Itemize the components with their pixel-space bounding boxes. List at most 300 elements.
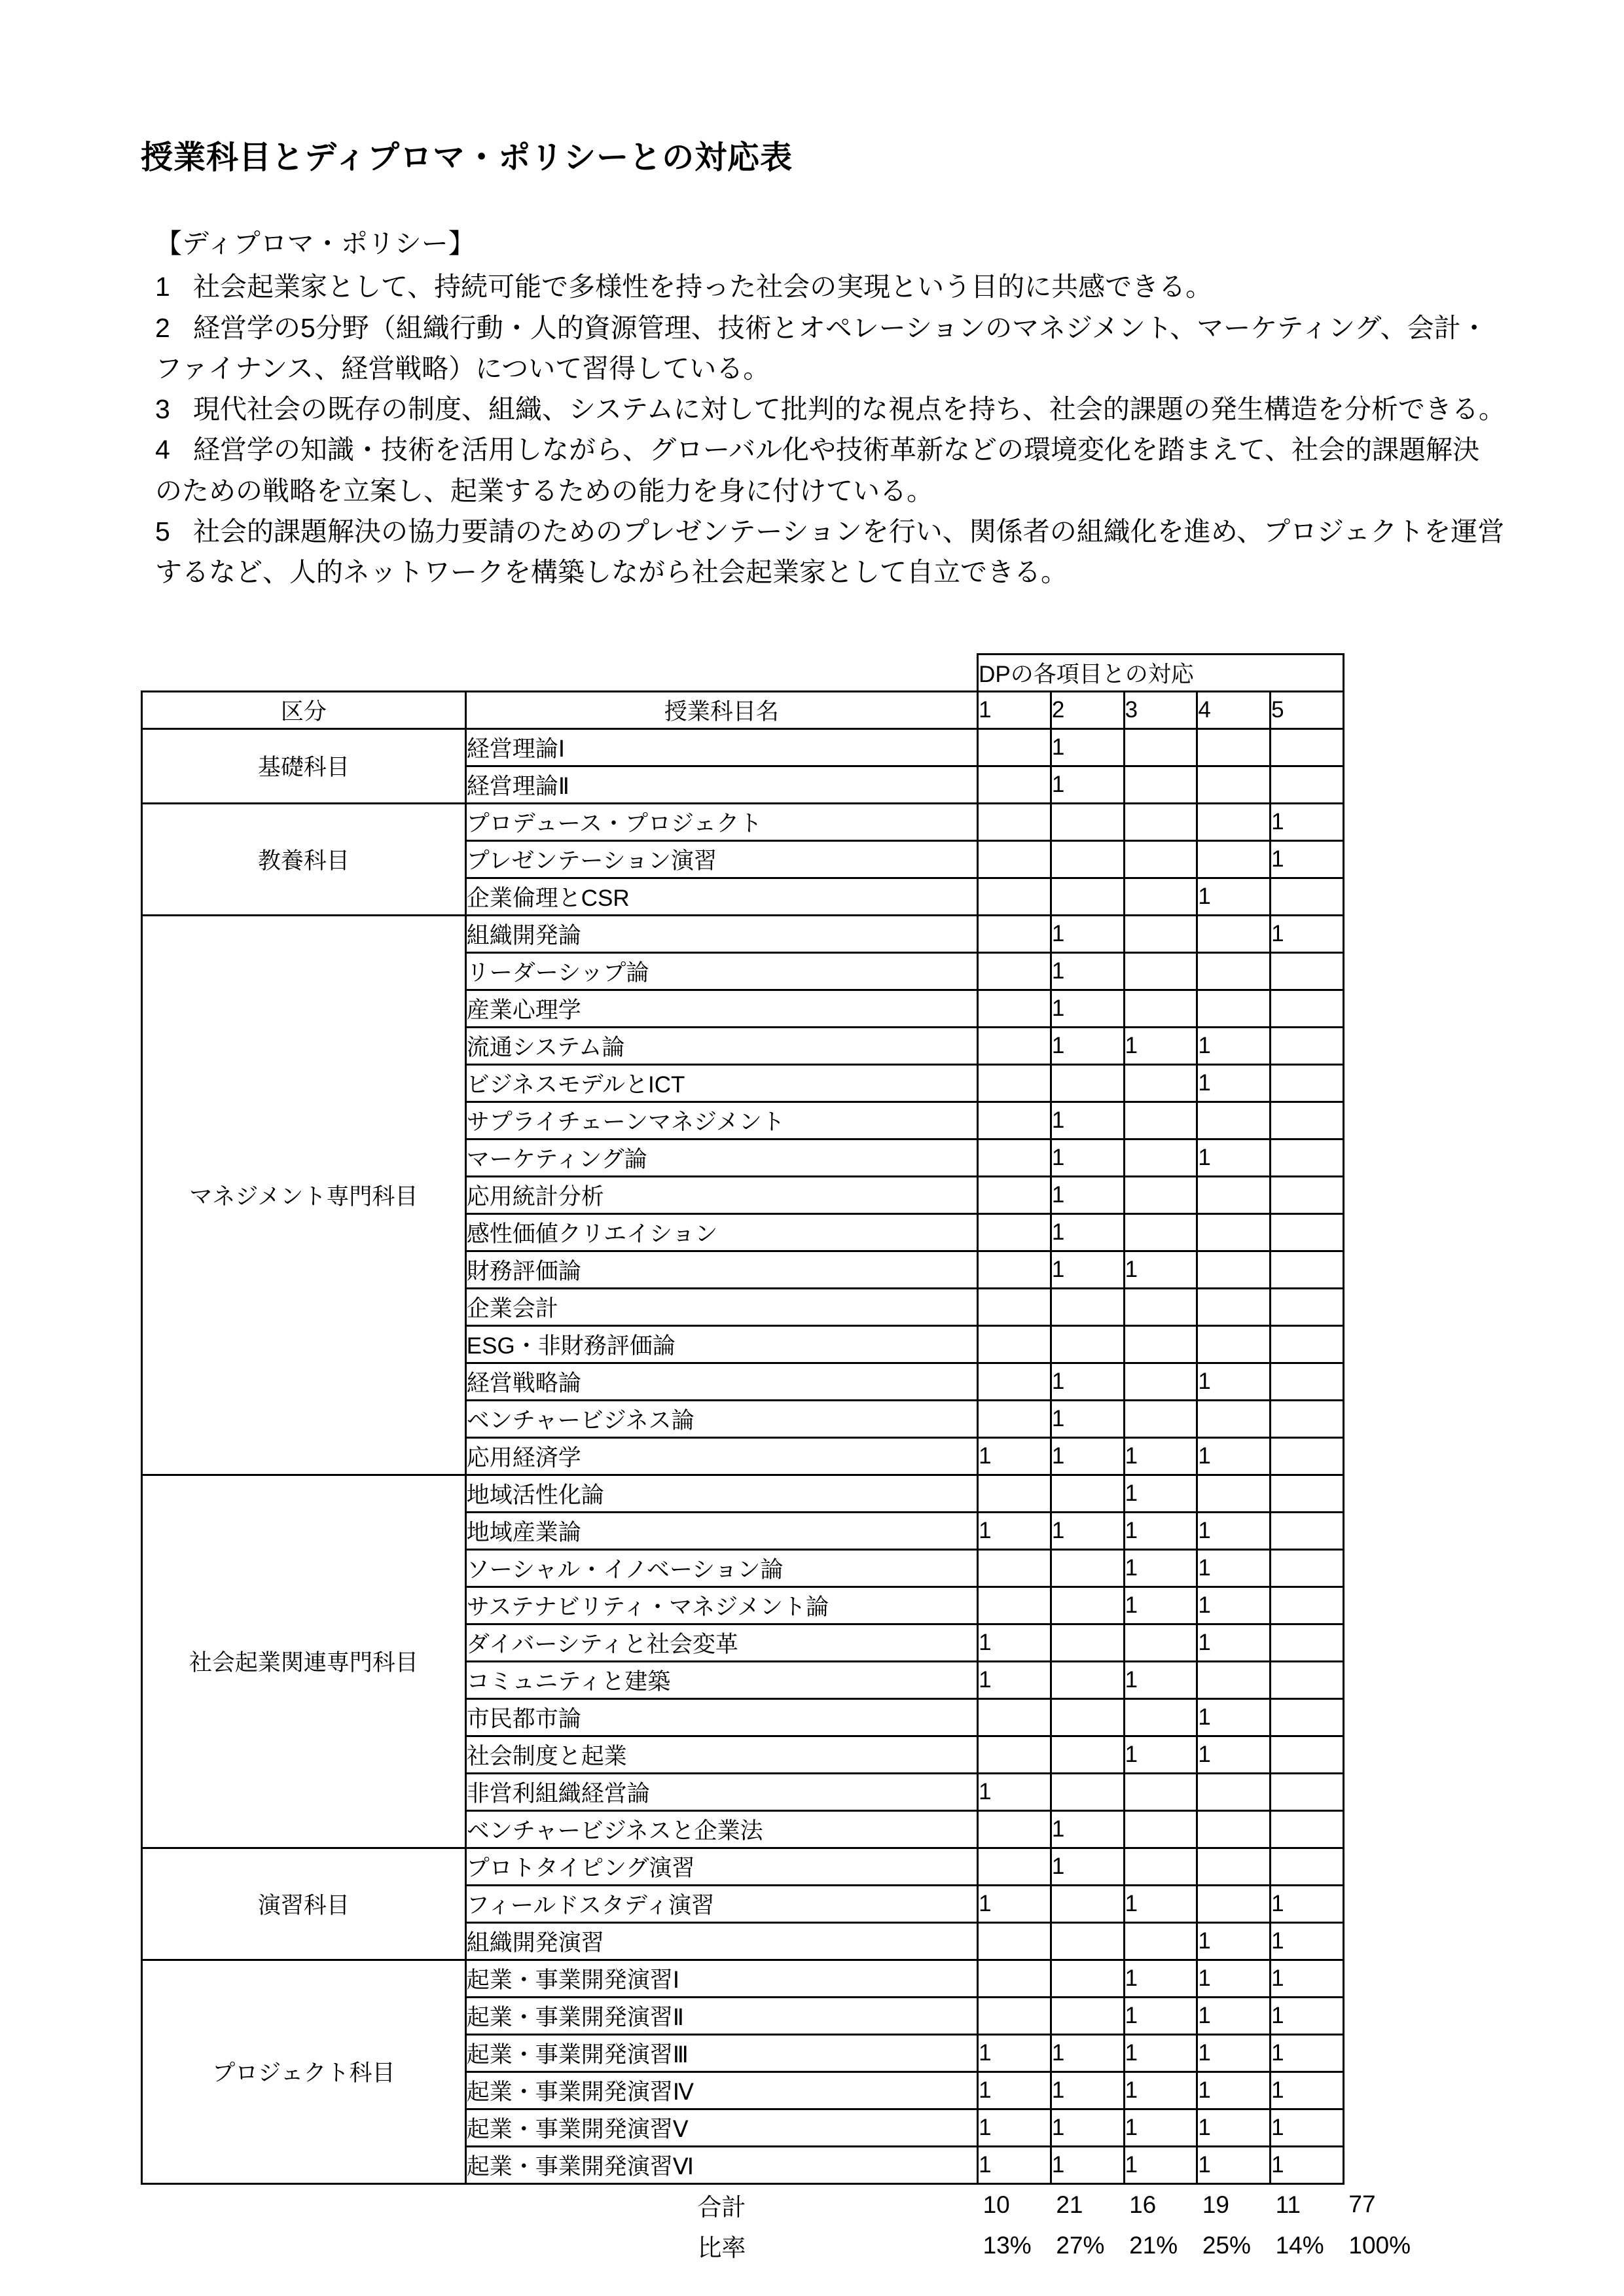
- policy-item-text: 経営学の5分野（組織行動・人的資源管理、技術とオペレーションのマネジメント、マーケティング、会計・ファイナンス、経営戦略）について習得している。: [155, 312, 1488, 384]
- column-header-course-name: 授業科目名: [465, 691, 977, 728]
- course-name-cell: プロトタイピング演習: [465, 1848, 977, 1885]
- row-spacer-right: [1343, 1064, 1344, 1102]
- row-spacer-right: [1343, 1587, 1344, 1624]
- course-name-cell: 応用経済学: [465, 1437, 977, 1475]
- dp-mark-cell-4: 1: [1197, 1736, 1271, 1773]
- course-name-cell: 組織開発論: [465, 915, 977, 952]
- dp-mark-cell-3: [1124, 1698, 1197, 1736]
- category-cell-4: 社会起業関連専門科目: [142, 1475, 466, 1848]
- category-cell-5: 演習科目: [142, 1848, 466, 1960]
- dp-mark-cell-5: [1271, 1139, 1344, 1176]
- course-name-cell: プロデュース・プロジェクト: [465, 803, 977, 840]
- course-name-cell: ソーシャル・イノベーション論: [465, 1549, 977, 1587]
- row-spacer-right: [1343, 1885, 1344, 1922]
- header-spacer-right: [1343, 691, 1344, 728]
- dp-mark-cell-2: 1: [1051, 990, 1124, 1027]
- dp-mark-cell-3: [1124, 952, 1197, 990]
- dp-mark-cell-4: [1197, 1773, 1271, 1810]
- dp-mark-cell-3: [1124, 1176, 1197, 1213]
- dp-mark-cell-2: 1: [1051, 915, 1124, 952]
- dp-mark-cell-4: 1: [1197, 1549, 1271, 1587]
- dp-mark-cell-1: 1: [978, 1624, 1051, 1661]
- dp-mark-cell-5: [1271, 990, 1344, 1027]
- diploma-policy-block: [141, 223, 1506, 593]
- dp-mark-cell-2: [1051, 1064, 1124, 1102]
- dp-mark-cell-3: 1: [1124, 2146, 1197, 2183]
- dp-mark-cell-2: 1: [1051, 1139, 1124, 1176]
- dp-mark-cell-1: [978, 1363, 1051, 1400]
- dp-mark-cell-3: [1124, 1848, 1197, 1885]
- column-header-dp-4: 4: [1197, 691, 1271, 728]
- dp-mark-cell-1: [978, 1960, 1051, 1997]
- total-value-dp-3: 16: [1129, 2191, 1157, 2218]
- dp-mark-cell-2: 1: [1051, 1027, 1124, 1064]
- course-name-cell: 起業・事業開発演習Ⅰ: [465, 1960, 977, 1997]
- dp-mark-cell-3: [1124, 915, 1197, 952]
- dp-mark-cell-1: [978, 1325, 1051, 1363]
- dp-mark-cell-2: [1051, 1997, 1124, 2034]
- course-name-cell: ESG・非財務評価論: [465, 1325, 977, 1363]
- dp-mark-cell-5: [1271, 1288, 1344, 1325]
- dp-mark-cell-4: 1: [1197, 1997, 1271, 2034]
- dp-mark-cell-5: 1: [1271, 2072, 1344, 2109]
- dp-mark-cell-4: [1197, 1400, 1271, 1437]
- dp-mark-cell-2: [1051, 1736, 1124, 1773]
- course-name-cell: 企業倫理とCSR: [465, 878, 977, 915]
- dp-mark-cell-4: 1: [1197, 1512, 1271, 1549]
- course-name-cell: ベンチャービジネスと企業法: [465, 1810, 977, 1848]
- row-spacer-right: [1343, 2146, 1344, 2183]
- policy-item-text: 社会的課題解決の協力要請のためのプレゼンテーションを行い、関係者の組織化を進め、プロジェクトを運営するなど、人的ネットワークを構築しながら社会起業家として自立できる。: [155, 516, 1505, 588]
- dp-mark-cell-4: [1197, 1213, 1271, 1251]
- dp-mark-cell-5: 1: [1271, 840, 1344, 878]
- dp-mark-cell-1: 1: [978, 2146, 1051, 2183]
- dp-mark-cell-5: [1271, 1475, 1344, 1512]
- course-name-cell: フィールドスタディ演習: [465, 1885, 977, 1922]
- dp-mark-cell-3: 1: [1124, 1251, 1197, 1288]
- course-name-cell: 起業・事業開発演習Ⅳ: [465, 2072, 977, 2109]
- dp-mark-cell-4: 1: [1197, 1363, 1271, 1400]
- column-header-dp-1: 1: [978, 691, 1051, 728]
- course-name-cell: 経営理論Ⅰ: [465, 728, 977, 766]
- policy-item-4: [141, 429, 1506, 511]
- total-value-dp-1: 10: [983, 2191, 1010, 2218]
- row-spacer-right: [1343, 952, 1344, 990]
- row-spacer-right: [1343, 1139, 1344, 1176]
- ratio-value-dp-4: 25%: [1202, 2231, 1251, 2259]
- dp-mark-cell-2: [1051, 1587, 1124, 1624]
- row-spacer-right: [1343, 1810, 1344, 1848]
- dp-mark-cell-5: 1: [1271, 1960, 1344, 1997]
- ratio-spacer: [142, 2225, 466, 2266]
- dp-mark-cell-1: 1: [978, 1773, 1051, 1810]
- dp-mark-cell-5: 1: [1271, 1922, 1344, 1960]
- course-name-cell: 経営戦略論: [465, 1363, 977, 1400]
- table-row: [142, 803, 1344, 840]
- course-name-cell: 産業心理学: [465, 990, 977, 1027]
- course-name-cell: 地域産業論: [465, 1512, 977, 1549]
- dp-mark-cell-2: [1051, 1624, 1124, 1661]
- dp-mark-cell-4: 1: [1197, 1698, 1271, 1736]
- dp-mark-cell-1: [978, 1251, 1051, 1288]
- course-name-cell: コミュニティと建築: [465, 1661, 977, 1698]
- table-group-header-row: [142, 654, 1344, 691]
- dp-mark-cell-5: 1: [1271, 1997, 1344, 2034]
- row-spacer-right: [1343, 1475, 1344, 1512]
- dp-mark-cell-5: 1: [1271, 915, 1344, 952]
- course-name-cell: 財務評価論: [465, 1251, 977, 1288]
- dp-mark-cell-4: [1197, 1661, 1271, 1698]
- dp-mark-cell-4: 1: [1197, 1437, 1271, 1475]
- row-spacer-right: [1343, 915, 1344, 952]
- row-spacer-right: [1343, 1437, 1344, 1475]
- dp-mark-cell-4: 1: [1197, 1064, 1271, 1102]
- dp-mark-cell-3: [1124, 728, 1197, 766]
- total-value-dp-4: 19: [1202, 2191, 1229, 2218]
- dp-mark-cell-1: 1: [978, 2072, 1051, 2109]
- dp-mark-cell-2: 1: [1051, 1810, 1124, 1848]
- category-cell-1: 基礎科目: [142, 728, 466, 803]
- diploma-policy-heading: 【ディプロマ・ポリシー】: [155, 228, 475, 259]
- dp-mark-cell-1: [978, 1102, 1051, 1139]
- dp-mark-cell-5: [1271, 1363, 1344, 1400]
- course-name-cell: 地域活性化論: [465, 1475, 977, 1512]
- category-cell-3: マネジメント専門科目: [142, 915, 466, 1475]
- ratio-row: [142, 2225, 1344, 2266]
- dp-mark-cell-3: [1124, 1624, 1197, 1661]
- dp-mark-cell-5: [1271, 878, 1344, 915]
- row-spacer-right: [1343, 2034, 1344, 2072]
- row-spacer-right: [1343, 1773, 1344, 1810]
- course-name-cell: 企業会計: [465, 1288, 977, 1325]
- dp-mark-cell-4: 1: [1197, 878, 1271, 915]
- category-cell-6: プロジェクト科目: [142, 1960, 466, 2183]
- dp-mark-cell-4: [1197, 1251, 1271, 1288]
- dp-mark-cell-1: [978, 1810, 1051, 1848]
- policy-item-text: 現代社会の既存の制度、組織、システムに対して批判的な視点を持ち、社会的課題の発生構造を分析できる。: [193, 394, 1506, 425]
- row-spacer-right: [1343, 1512, 1344, 1549]
- row-spacer-right: [1343, 1213, 1344, 1251]
- dp-mark-cell-5: [1271, 1773, 1344, 1810]
- dp-mark-cell-4: [1197, 952, 1271, 990]
- row-spacer-right: [1343, 990, 1344, 1027]
- dp-mark-cell-4: [1197, 1885, 1271, 1922]
- page-title: 授業科目とディプロマ・ポリシーとの対応表: [141, 140, 793, 175]
- row-spacer-right: [1343, 1922, 1344, 1960]
- dp-mark-cell-5: [1271, 952, 1344, 990]
- dp-mark-cell-5: 1: [1271, 2109, 1344, 2146]
- table-row: [142, 1960, 1344, 1997]
- dp-mark-cell-2: 1: [1051, 1437, 1124, 1475]
- curriculum-dp-matrix-table: [141, 653, 1411, 2266]
- course-name-cell: 経営理論Ⅱ: [465, 766, 977, 803]
- dp-mark-cell-5: [1271, 1251, 1344, 1288]
- table-row: [142, 728, 1344, 766]
- totals-label: 合計: [697, 2193, 746, 2221]
- dp-mark-cell-2: [1051, 1773, 1124, 1810]
- dp-mark-cell-1: [978, 728, 1051, 766]
- dp-mark-cell-1: [978, 1922, 1051, 1960]
- dp-mark-cell-5: [1271, 1848, 1344, 1885]
- row-spacer-right: [1343, 840, 1344, 878]
- course-name-cell: サステナビリティ・マネジメント論: [465, 1587, 977, 1624]
- dp-mark-cell-2: [1051, 1549, 1124, 1587]
- dp-mark-cell-5: [1271, 1064, 1344, 1102]
- ratio-sum: 100%: [1348, 2231, 1411, 2259]
- dp-mark-cell-2: [1051, 1698, 1124, 1736]
- dp-mark-cell-4: 1: [1197, 2034, 1271, 2072]
- dp-mark-cell-2: 1: [1051, 1400, 1124, 1437]
- dp-mark-cell-5: [1271, 728, 1344, 766]
- dp-mark-cell-2: 1: [1051, 1512, 1124, 1549]
- dp-mark-cell-2: 1: [1051, 1102, 1124, 1139]
- policy-item-text: 経営学の知識・技術を活用しながら、グローバル化や技術革新などの環境変化を踏まえて、社会的課題解決のための戦略を立案し、起業するための能力を身に付けている。: [155, 435, 1480, 506]
- header-spacer-kubun: [142, 654, 466, 691]
- dp-mark-cell-2: [1051, 1960, 1124, 1997]
- row-spacer-right: [1343, 803, 1344, 840]
- dp-mark-cell-4: 1: [1197, 1139, 1271, 1176]
- policy-item-number: 5: [155, 516, 170, 547]
- dp-mark-cell-5: [1271, 1027, 1344, 1064]
- table-row: [142, 1475, 1344, 1512]
- row-spacer-right: [1343, 1698, 1344, 1736]
- dp-mark-cell-2: 1: [1051, 1363, 1124, 1400]
- dp-mark-cell-1: [978, 1698, 1051, 1736]
- row-spacer-right: [1343, 1549, 1344, 1587]
- header-spacer-course: [465, 654, 977, 691]
- dp-mark-cell-3: 1: [1124, 1885, 1197, 1922]
- dp-mark-cell-3: 1: [1124, 1587, 1197, 1624]
- totals-spacer: [142, 2183, 466, 2225]
- dp-mark-cell-5: [1271, 1587, 1344, 1624]
- dp-mark-cell-1: [978, 803, 1051, 840]
- dp-mark-cell-2: 1: [1051, 728, 1124, 766]
- dp-mark-cell-5: 1: [1271, 2146, 1344, 2183]
- dp-mark-cell-2: [1051, 840, 1124, 878]
- dp-mark-cell-2: [1051, 878, 1124, 915]
- dp-mark-cell-5: 1: [1271, 2034, 1344, 2072]
- dp-mark-cell-3: [1124, 1325, 1197, 1363]
- dp-mark-cell-2: [1051, 1661, 1124, 1698]
- ratio-value-dp-2: 27%: [1056, 2231, 1105, 2259]
- dp-mark-cell-4: 1: [1197, 2109, 1271, 2146]
- dp-mark-cell-2: [1051, 1288, 1124, 1325]
- dp-mark-cell-3: 1: [1124, 1736, 1197, 1773]
- dp-group-header: DPの各項目との対応: [978, 654, 1344, 691]
- dp-mark-cell-3: 1: [1124, 1997, 1197, 2034]
- dp-mark-cell-1: 1: [978, 2034, 1051, 2072]
- row-spacer-right: [1343, 1176, 1344, 1213]
- column-header-dp-5: 5: [1271, 691, 1344, 728]
- dp-mark-cell-3: [1124, 1363, 1197, 1400]
- dp-mark-cell-2: 1: [1051, 2072, 1124, 2109]
- dp-mark-cell-1: [978, 840, 1051, 878]
- course-name-cell: 非営利組織経営論: [465, 1773, 977, 1810]
- table-row: [142, 915, 1344, 952]
- dp-mark-cell-3: 1: [1124, 1475, 1197, 1512]
- course-name-cell: 社会制度と起業: [465, 1736, 977, 1773]
- dp-mark-cell-2: 1: [1051, 2146, 1124, 2183]
- dp-mark-cell-1: [978, 1027, 1051, 1064]
- course-name-cell: 起業・事業開発演習Ⅵ: [465, 2146, 977, 2183]
- dp-mark-cell-1: 1: [978, 2109, 1051, 2146]
- dp-mark-cell-1: [978, 952, 1051, 990]
- dp-mark-cell-1: [978, 1400, 1051, 1437]
- policy-item-number: 2: [155, 312, 170, 343]
- dp-mark-cell-2: [1051, 1475, 1124, 1512]
- dp-mark-cell-1: 1: [978, 1661, 1051, 1698]
- dp-mark-cell-1: 1: [978, 1885, 1051, 1922]
- dp-mark-cell-3: 1: [1124, 2109, 1197, 2146]
- dp-mark-cell-5: [1271, 1437, 1344, 1475]
- course-name-cell: 組織開発演習: [465, 1922, 977, 1960]
- dp-mark-cell-5: [1271, 1176, 1344, 1213]
- dp-mark-cell-1: [978, 1475, 1051, 1512]
- dp-mark-cell-1: [978, 1176, 1051, 1213]
- dp-mark-cell-4: [1197, 803, 1271, 840]
- policy-item-2: [141, 308, 1506, 389]
- policy-item-number: 4: [155, 435, 170, 465]
- dp-mark-cell-1: 1: [978, 1512, 1051, 1549]
- column-header-kubun: 区分: [142, 691, 466, 728]
- dp-mark-cell-1: [978, 1213, 1051, 1251]
- dp-mark-cell-3: 1: [1124, 1549, 1197, 1587]
- dp-mark-cell-4: [1197, 1102, 1271, 1139]
- course-name-cell: プレゼンテーション演習: [465, 840, 977, 878]
- table-header-row: [142, 691, 1344, 728]
- dp-mark-cell-4: [1197, 840, 1271, 878]
- dp-mark-cell-5: [1271, 1512, 1344, 1549]
- row-spacer-right: [1343, 1624, 1344, 1661]
- policy-item-number: 1: [155, 272, 170, 302]
- course-name-cell: サプライチェーンマネジメント: [465, 1102, 977, 1139]
- course-name-cell: ビジネスモデルとICT: [465, 1064, 977, 1102]
- dp-mark-cell-1: [978, 1587, 1051, 1624]
- dp-mark-cell-4: [1197, 766, 1271, 803]
- dp-mark-cell-2: 1: [1051, 1848, 1124, 1885]
- course-name-cell: 感性価値クリエイション: [465, 1213, 977, 1251]
- dp-mark-cell-2: 1: [1051, 1251, 1124, 1288]
- dp-mark-cell-1: [978, 1848, 1051, 1885]
- dp-mark-cell-5: [1271, 1810, 1344, 1848]
- dp-mark-cell-2: 1: [1051, 1176, 1124, 1213]
- dp-mark-cell-1: [978, 1139, 1051, 1176]
- course-name-cell: 応用統計分析: [465, 1176, 977, 1213]
- totals-row: [142, 2183, 1344, 2225]
- dp-mark-cell-1: [978, 878, 1051, 915]
- dp-mark-cell-4: [1197, 728, 1271, 766]
- course-name-cell: 流通システム論: [465, 1027, 977, 1064]
- row-spacer-right: [1343, 1400, 1344, 1437]
- dp-mark-cell-3: [1124, 766, 1197, 803]
- dp-mark-cell-1: [978, 1288, 1051, 1325]
- row-spacer-right: [1343, 1102, 1344, 1139]
- dp-mark-cell-3: 1: [1124, 2034, 1197, 2072]
- dp-mark-cell-4: [1197, 1325, 1271, 1363]
- course-name-cell: マーケティング論: [465, 1139, 977, 1176]
- dp-mark-cell-4: [1197, 1176, 1271, 1213]
- dp-mark-cell-5: [1271, 1325, 1344, 1363]
- course-name-cell: 起業・事業開発演習Ⅱ: [465, 1997, 977, 2034]
- column-header-dp-3: 3: [1124, 691, 1197, 728]
- ratio-value-dp-3: 21%: [1129, 2231, 1178, 2259]
- dp-mark-cell-4: 1: [1197, 1922, 1271, 1960]
- dp-mark-cell-1: [978, 1736, 1051, 1773]
- dp-mark-cell-5: [1271, 1213, 1344, 1251]
- dp-mark-cell-5: [1271, 1661, 1344, 1698]
- dp-mark-cell-1: 1: [978, 1437, 1051, 1475]
- column-header-dp-2: 2: [1051, 691, 1124, 728]
- row-spacer-right: [1343, 2072, 1344, 2109]
- dp-mark-cell-4: [1197, 915, 1271, 952]
- dp-mark-cell-5: [1271, 1400, 1344, 1437]
- dp-mark-cell-5: [1271, 1549, 1344, 1587]
- row-spacer-right: [1343, 728, 1344, 766]
- dp-mark-cell-4: [1197, 1475, 1271, 1512]
- dp-mark-cell-3: [1124, 1400, 1197, 1437]
- policy-item-5: [141, 511, 1506, 593]
- dp-mark-cell-2: [1051, 803, 1124, 840]
- dp-mark-cell-2: [1051, 1922, 1124, 1960]
- dp-mark-cell-2: 1: [1051, 2109, 1124, 2146]
- dp-mark-cell-4: [1197, 990, 1271, 1027]
- dp-mark-cell-3: 1: [1124, 1661, 1197, 1698]
- row-spacer-right: [1343, 1027, 1344, 1064]
- dp-mark-cell-3: 1: [1124, 1437, 1197, 1475]
- dp-mark-cell-3: [1124, 990, 1197, 1027]
- dp-mark-cell-3: [1124, 1139, 1197, 1176]
- dp-mark-cell-3: [1124, 803, 1197, 840]
- dp-mark-cell-4: 1: [1197, 2146, 1271, 2183]
- row-spacer-right: [1343, 1288, 1344, 1325]
- dp-mark-cell-3: [1124, 1773, 1197, 1810]
- dp-mark-cell-3: [1124, 1213, 1197, 1251]
- dp-mark-cell-1: [978, 1997, 1051, 2034]
- total-sum: 77: [1348, 2190, 1376, 2217]
- policy-item-3: [141, 389, 1506, 429]
- dp-mark-cell-5: [1271, 1698, 1344, 1736]
- row-spacer-right: [1343, 1736, 1344, 1773]
- policy-item-1: [141, 266, 1506, 307]
- dp-mark-cell-5: 1: [1271, 1885, 1344, 1922]
- dp-mark-cell-2: 1: [1051, 1213, 1124, 1251]
- dp-mark-cell-5: [1271, 1736, 1344, 1773]
- table-row: [142, 1848, 1344, 1885]
- dp-mark-cell-5: [1271, 1102, 1344, 1139]
- course-name-cell: 起業・事業開発演習Ⅲ: [465, 2034, 977, 2072]
- dp-mark-cell-2: 1: [1051, 2034, 1124, 2072]
- row-spacer-right: [1343, 2109, 1344, 2146]
- dp-mark-cell-4: 1: [1197, 1587, 1271, 1624]
- total-value-dp-2: 21: [1056, 2191, 1083, 2218]
- row-spacer-right: [1343, 1960, 1344, 1997]
- ratio-label: 比率: [697, 2234, 746, 2261]
- dp-mark-cell-1: [978, 1064, 1051, 1102]
- dp-mark-cell-3: [1124, 1064, 1197, 1102]
- dp-mark-cell-4: 1: [1197, 1960, 1271, 1997]
- row-spacer-right: [1343, 1848, 1344, 1885]
- dp-mark-cell-3: [1124, 1922, 1197, 1960]
- dp-mark-cell-3: 1: [1124, 2072, 1197, 2109]
- header-spacer-right: [1343, 654, 1344, 691]
- course-name-cell: 起業・事業開発演習Ⅴ: [465, 2109, 977, 2146]
- dp-mark-cell-2: [1051, 1885, 1124, 1922]
- course-name-cell: ベンチャービジネス論: [465, 1400, 977, 1437]
- row-spacer-right: [1343, 878, 1344, 915]
- dp-mark-cell-1: [978, 990, 1051, 1027]
- dp-mark-cell-4: [1197, 1810, 1271, 1848]
- dp-mark-cell-2: 1: [1051, 952, 1124, 990]
